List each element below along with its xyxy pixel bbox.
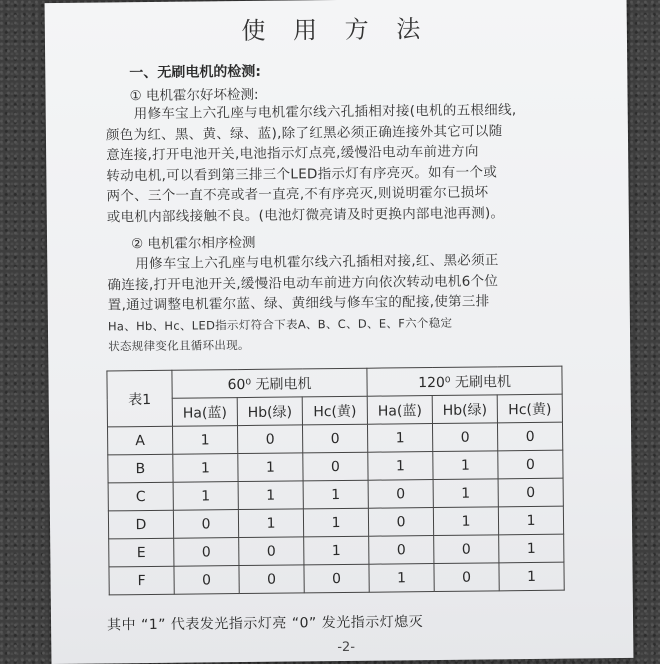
column-header: Ha(蓝)	[172, 398, 237, 427]
table-cell: 1	[238, 509, 303, 538]
row-label: D	[108, 510, 173, 539]
row-label: A	[107, 426, 172, 455]
table-cell: 1	[238, 453, 303, 482]
table-cell: 0	[173, 510, 238, 539]
section-heading: 一、无刷电机的检测:	[129, 63, 261, 82]
table-cell: 1	[499, 534, 564, 563]
table-cell: 0	[432, 423, 497, 452]
table-cell: 1	[238, 481, 303, 510]
table-cell: 1	[498, 506, 563, 535]
paragraph-line: 转动电机,可以看到第三排三个LED指示灯有序亮灭。如有一个或	[106, 163, 498, 184]
row-label: C	[108, 482, 173, 511]
column-header: Hb(绿)	[237, 397, 302, 426]
table-cell: 0	[369, 536, 434, 565]
sub-heading-hall-check: ① 电机霍尔好坏检测:	[129, 86, 259, 105]
table-cell: 1	[369, 564, 434, 593]
column-header: Hb(绿)	[432, 395, 497, 424]
table-cell: 0	[304, 564, 369, 593]
table-cell: 1	[433, 451, 498, 480]
table-cell: 0	[368, 480, 433, 509]
paragraph-line: 用修车宝上六孔座与电机霍尔线六孔插相对接,红、黑必须正	[135, 252, 499, 273]
paragraph-line: 颜色为红、黑、黄、绿、蓝),除了红黑必须正确连接外其它可以随	[105, 122, 503, 143]
column-header: Ha(蓝)	[367, 396, 432, 425]
row-label: F	[109, 566, 174, 595]
table-cell: 1	[433, 479, 498, 508]
table-cell: 0	[302, 424, 367, 453]
table-cell: 1	[303, 508, 368, 537]
table-cell: 0	[497, 422, 562, 451]
group-header-120: 120⁰ 无刷电机	[367, 366, 562, 396]
table-corner-label: 表1	[107, 370, 173, 427]
table-cell: 0	[498, 450, 563, 479]
table-cell: 1	[367, 424, 432, 453]
paragraph-line: 确连接,打开电池开关,缓慢沿电动车前进方向依次转动电机6个位	[107, 272, 499, 293]
table-cell: 1	[173, 454, 238, 483]
table-cell: 1	[303, 480, 368, 509]
table-cell: 0	[434, 563, 499, 592]
table-cell: 0	[434, 535, 499, 564]
column-header: Hc(黄)	[302, 396, 367, 425]
table-cell: 0	[237, 425, 302, 454]
table-cell: 0	[239, 537, 304, 566]
table-cell: 0	[174, 566, 239, 595]
table-cell: 1	[172, 426, 237, 455]
paragraph-line: 状态规律变化且循环出现。	[108, 337, 250, 354]
table-cell: 0	[174, 538, 239, 567]
page-title: 使 用 方 法	[241, 15, 431, 46]
paragraph-line: 用修车宝上六孔座与电机霍尔线六孔插相对接(电机的五根细线,	[133, 102, 517, 123]
instruction-sheet	[45, 0, 634, 664]
phase-check-paragraph	[107, 250, 578, 357]
hall-sequence-table	[106, 366, 564, 596]
paragraph-line: 意连接,打开电池开关,电池指示灯点亮,缓慢沿电动车前进方向	[106, 143, 479, 164]
table-cell: 1	[499, 562, 564, 591]
sub-heading-phase-check: ② 电机霍尔相序检测	[131, 234, 256, 253]
paragraph-line: 或电机内部线接触不良。(电池灯微亮请及时更换内部电池再测)。	[106, 204, 505, 225]
column-header: Hc(黄)	[497, 394, 562, 423]
table-cell: 0	[239, 565, 304, 594]
page-number: -2-	[337, 639, 356, 656]
table-cell: 0	[368, 508, 433, 537]
table-cell: 1	[173, 482, 238, 511]
row-label: B	[108, 454, 173, 483]
row-label: E	[109, 538, 174, 567]
table-cell: 1	[304, 536, 369, 565]
table-cell: 1	[368, 452, 433, 481]
paragraph-line: Ha、Hb、Hc、LED指示灯符合下表A、B、C、D、E、F六个稳定	[107, 315, 453, 333]
table-cell: 1	[433, 507, 498, 536]
table-cell: 0	[498, 478, 563, 507]
paragraph-line: 置,通过调整电机霍尔蓝、绿、黄细线与修车宝的配接,使第三排	[107, 293, 490, 314]
paragraph-line: 两个、三个一直不亮或者一直亮,不有序亮灭,则说明霍尔已损坏	[106, 184, 489, 205]
hall-check-paragraph	[106, 100, 577, 228]
group-header-60: 60⁰ 无刷电机	[172, 368, 367, 398]
table-row	[109, 562, 564, 595]
legend-note: 其中 “1” 代表发光指示灯亮 “0” 发光指示灯熄灭	[106, 614, 424, 634]
table-cell: 0	[303, 452, 368, 481]
